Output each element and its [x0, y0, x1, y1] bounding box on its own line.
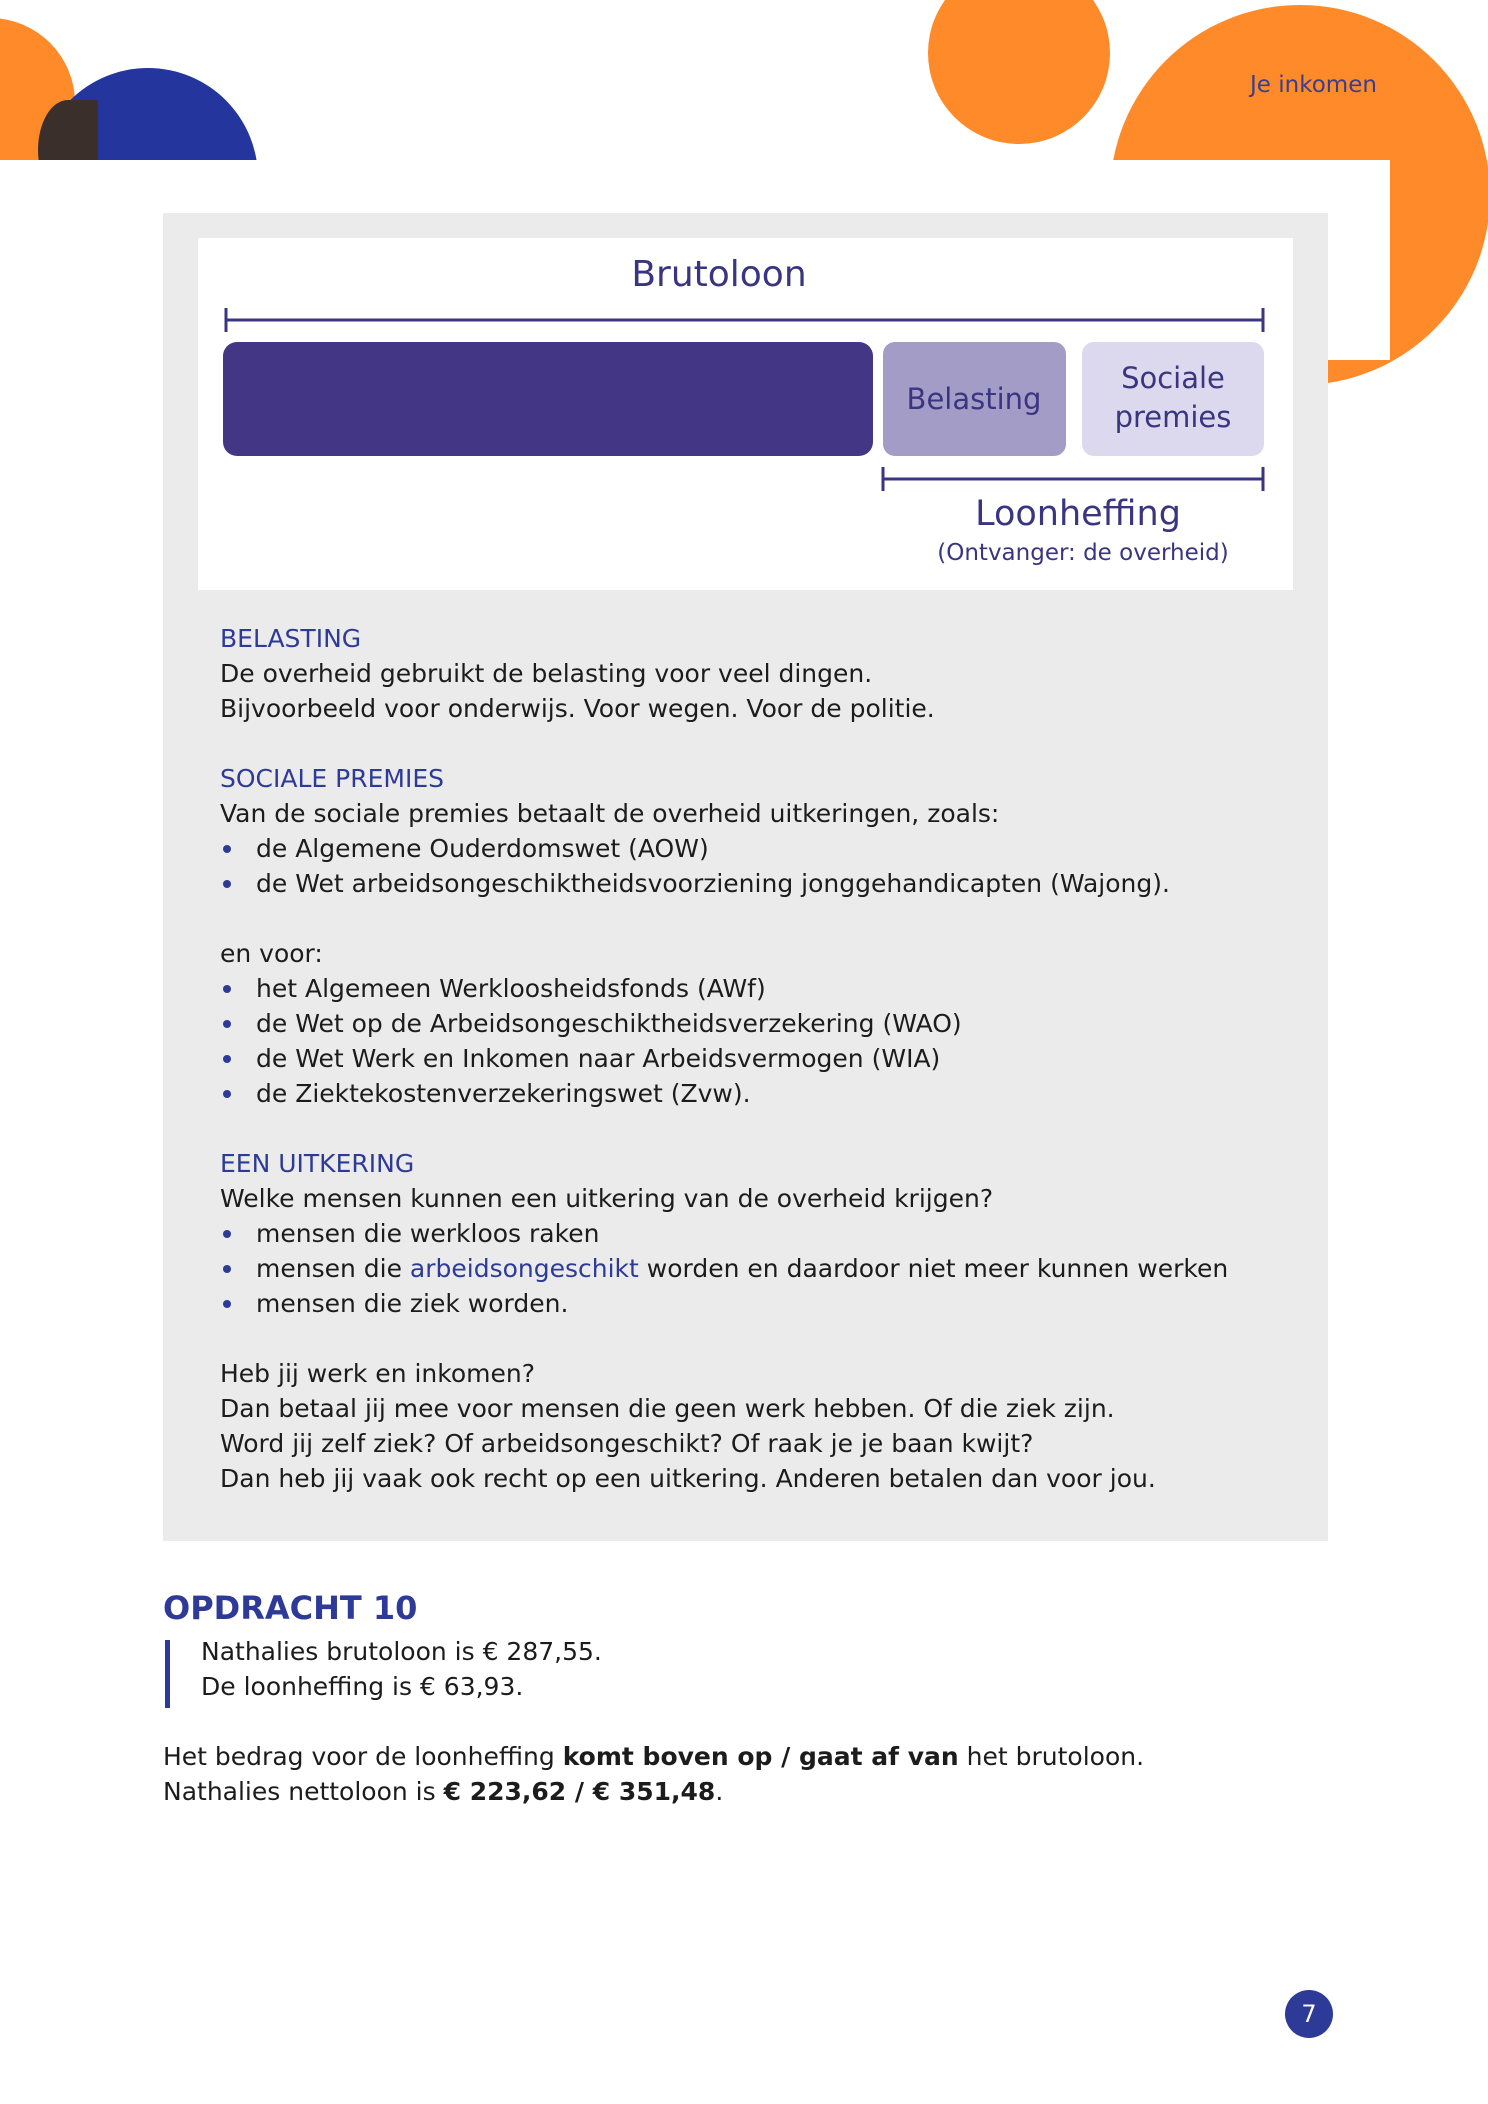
- list-item: de Wet Werk en Inkomen naar Arbeidsvermogen (WIA): [220, 1041, 1170, 1076]
- list-item: mensen die ziek worden.: [220, 1286, 1228, 1321]
- choice-351-48[interactable]: € 351,48: [592, 1777, 716, 1806]
- orange-circle-middle: [928, 0, 1110, 144]
- choice-gaat-af-van[interactable]: gaat af van: [799, 1742, 959, 1771]
- list-item: de Ziektekostenverzekeringswet (Zvw).: [220, 1076, 1170, 1111]
- loonheffing-label: Loonheffing: [975, 494, 1181, 534]
- header-label: Je inkomen: [1250, 72, 1377, 98]
- list-item: de Wet op de Arbeidsongeschiktheidsverzekering (WAO): [220, 1006, 1170, 1041]
- opdracht-title: OPDRACHT 10: [163, 1589, 418, 1627]
- choice-223-62[interactable]: € 223,62: [443, 1777, 567, 1806]
- sociale-premies-segment: [1082, 342, 1264, 456]
- belasting-segment-label: Belasting: [906, 382, 1042, 416]
- belasting-line: De overheid gebruikt de belasting voor veel dingen.: [220, 659, 873, 688]
- en-voor-intro: en voor:: [220, 939, 323, 968]
- sociale-premies-list: [220, 831, 1170, 901]
- question-1: Het bedrag voor de loonheffing komt boven op / gaat af van het brutoloon.: [163, 1742, 1145, 1771]
- en-voor-list: [220, 971, 1170, 1111]
- list-item: het Algemeen Werkloosheidsfonds (AWf): [220, 971, 1170, 1006]
- sociale-premies-section: [220, 761, 1170, 1111]
- opdracht-accent-bar: [165, 1640, 170, 1708]
- question-2: Nathalies nettoloon is € 223,62 / € 351,48.: [163, 1777, 724, 1806]
- ontvanger-label: (Ontvanger: de overheid): [937, 540, 1229, 566]
- list-item: mensen die werkloos raken: [220, 1216, 1228, 1251]
- list-item: mensen die arbeidsongeschikt worden en daardoor niet meer kunnen werken: [220, 1251, 1228, 1286]
- closing-line: Dan heb jij vaak ook recht op een uitkering. Anderen betalen dan voor jou.: [220, 1464, 1156, 1493]
- sociale-premies-label-line2: premies: [1114, 400, 1232, 434]
- opdracht-given: [201, 1634, 602, 1704]
- opdracht-line: Nathalies brutoloon is € 287,55.: [201, 1637, 602, 1666]
- closing-line: Word jij zelf ziek? Of arbeidsongeschikt? Of raak je je baan kwijt?: [220, 1429, 1034, 1458]
- list-item: de Wet arbeidsongeschiktheidsvoorziening jonggehandicapten (Wajong).: [220, 866, 1170, 901]
- belasting-title: BELASTING: [220, 624, 362, 653]
- closing-line: Heb jij werk en inkomen?: [220, 1359, 536, 1388]
- sociale-premies-label-line1: Sociale: [1121, 361, 1225, 395]
- closing-line: Dan betaal jij mee voor mensen die geen werk hebben. Of die ziek zijn.: [220, 1394, 1115, 1423]
- uitkering-title: EEN UITKERING: [220, 1149, 415, 1178]
- belasting-line: Bijvoorbeeld voor onderwijs. Voor wegen. Voor de politie.: [220, 694, 935, 723]
- diagram-svg: [198, 238, 1293, 590]
- loon-diagram: [198, 238, 1293, 590]
- belasting-section: [220, 621, 935, 726]
- list-item: de Algemene Ouderdomswet (AOW): [220, 831, 1170, 866]
- choice-komt-boven-op[interactable]: komt boven op: [562, 1742, 773, 1771]
- sociale-premies-intro: Van de sociale premies betaalt de overheid uitkeringen, zoals:: [220, 799, 1000, 828]
- page-number-badge: 7: [1285, 1990, 1333, 2038]
- uitkering-intro: Welke mensen kunnen een uitkering van de overheid krijgen?: [220, 1184, 994, 1213]
- closing-section: [220, 1356, 1156, 1496]
- arbeidsongeschikt-link[interactable]: arbeidsongeschikt: [409, 1254, 639, 1283]
- opdracht-questions: [163, 1739, 1144, 1809]
- uitkering-section: [220, 1146, 1228, 1321]
- opdracht-line: De loonheffing is € 63,93.: [201, 1672, 524, 1701]
- brutoloon-label: Brutoloon: [631, 254, 807, 295]
- netto-segment: [223, 342, 873, 456]
- sociale-premies-title: SOCIALE PREMIES: [220, 764, 444, 793]
- uitkering-list: [220, 1216, 1228, 1321]
